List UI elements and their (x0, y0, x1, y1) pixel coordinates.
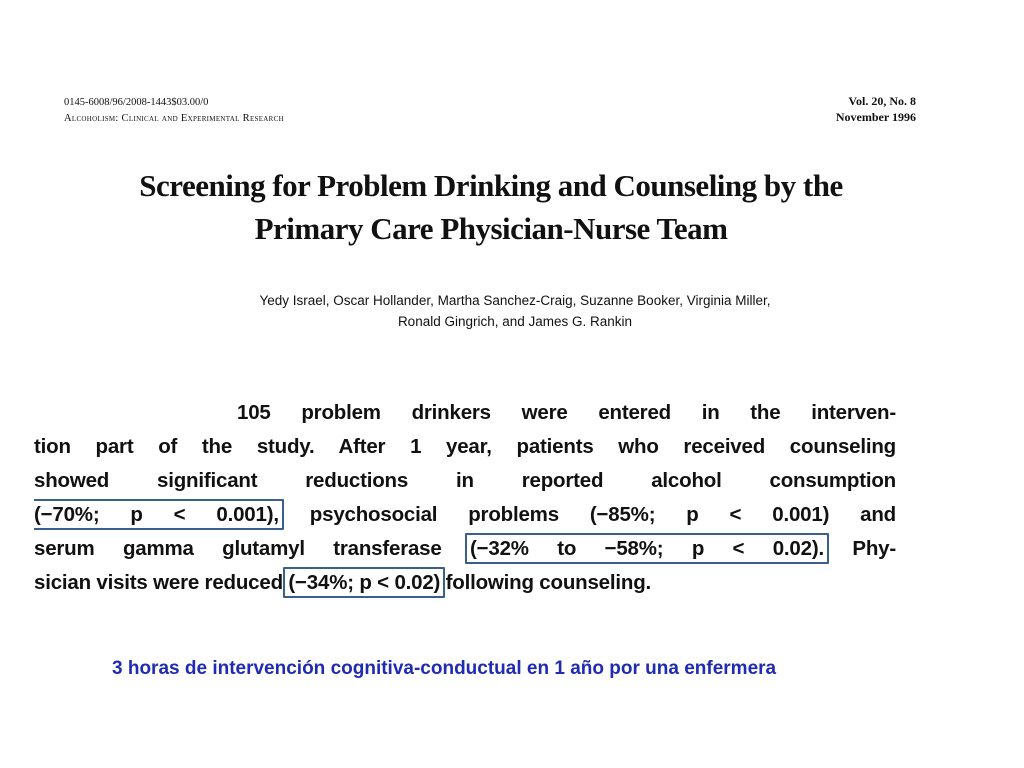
article-code: 0145-6008/96/2008-1443$03.00/0 (64, 97, 209, 108)
highlight-box-ggt: (−32% to −58%; p < 0.02). (465, 533, 829, 564)
excerpt-line-4-text: psychosocial problems (−85%; p < 0.001) and (278, 503, 896, 526)
title-line-2: Primary Care Physician-Nurse Team (254, 211, 728, 246)
excerpt-line-2: tion part of the study. After 1 year, patients who received counseling (34, 435, 896, 458)
article-title (60, 164, 922, 250)
excerpt-line-5 (34, 532, 896, 566)
excerpt-line-6-post: following counseling. (440, 571, 652, 594)
excerpt-line-5-pre: serum gamma glutamyl transferase (34, 537, 470, 560)
author-list (160, 290, 870, 332)
excerpt-line-3: showed significant reductions in reported alcohol consumption (34, 469, 896, 492)
excerpt-line-5-post: Phy- (823, 537, 896, 560)
authors-line-1: Yedy Israel, Oscar Hollander, Martha Sanchez-Craig, Suzanne Booker, Virginia Miller, (259, 293, 771, 308)
volume-number: Vol. 20, No. 8 (848, 94, 916, 108)
excerpt-line-6-pre: sician visits were reduced (34, 571, 289, 594)
highlight-box-alcohol: (−70%; p < 0.001), (34, 499, 284, 530)
excerpt-line-1: 105 problem drinkers were entered in the interven- (237, 401, 896, 424)
issue-date: November 1996 (835, 110, 916, 124)
excerpt-line-4 (34, 498, 896, 532)
slide-caption: 3 horas de intervención cognitiva-conductual en 1 año por una enfermera (112, 658, 777, 679)
title-line-1: Screening for Problem Drinking and Counseling by the (139, 168, 843, 203)
issue-info (836, 93, 916, 125)
journal-header (64, 95, 284, 127)
journal-name: Alcoholism: Clinical and Experimental Research (64, 113, 284, 124)
highlight-box-visits: (−34%; p < 0.02) (283, 567, 445, 598)
excerpt-line-6 (34, 566, 896, 600)
authors-line-2: Ronald Gingrich, and James G. Rankin (397, 314, 633, 329)
abstract-excerpt (34, 396, 896, 600)
